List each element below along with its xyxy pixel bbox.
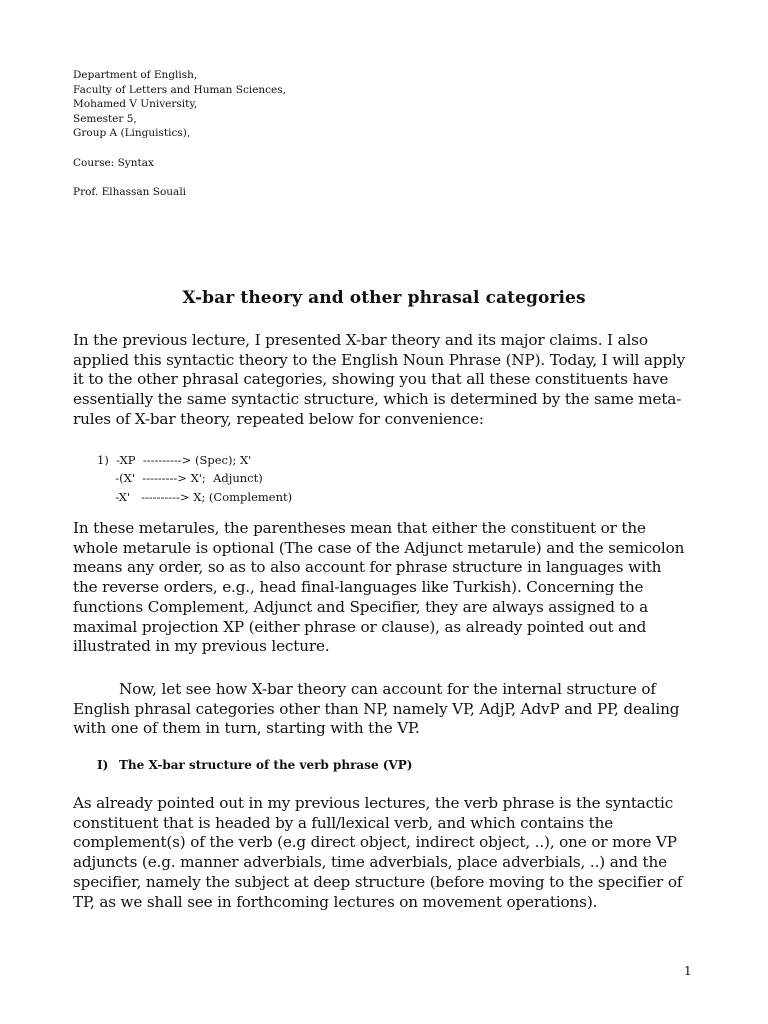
document-header — [73, 68, 286, 199]
metarule-line: -X' ----------> X; (Complement) — [97, 489, 293, 504]
page-number: 1 — [684, 964, 692, 978]
paragraph-line: complement(s) of the verb (e.g direct object, indirect object, ..), one or more VP — [73, 833, 677, 852]
header-spacer — [73, 141, 286, 156]
section-number: I) — [97, 758, 109, 772]
metarule-line: -(X' ---------> X'; Adjunct) — [97, 471, 263, 486]
paragraph-line: with one of them in turn, starting with the VP. — [73, 719, 420, 738]
header-university: Mohamed V University, — [73, 98, 198, 111]
paragraph-line: In the previous lecture, I presented X-bar theory and its major claims. I also — [73, 331, 648, 349]
paragraph-line: essentially the same syntactic structure, which is determined by the same meta- — [73, 390, 682, 409]
paragraph-line: adjuncts (e.g. manner adverbials, time adverbials, place adverbials, ..) and the — [73, 853, 667, 872]
section-heading — [97, 758, 412, 772]
paragraph-line: functions Complement, Adjunct and Specifier, they are always assigned to a — [73, 597, 648, 616]
paragraph-line: whole metarule is optional (The case of the Adjunct metarule) and the semicolon — [73, 538, 685, 557]
paragraph-line: it to the other phrasal categories, showing you that all these constituents have — [73, 370, 669, 389]
paragraph-line: constituent that is headed by a full/lexical verb, and which contains the — [73, 813, 614, 832]
paragraph-line: English phrasal categories other than NP, namely VP, AdjP, AdvP and PP, dealing — [73, 699, 680, 718]
metarules-list — [97, 451, 292, 506]
metarule-line: 1) -XP ----------> (Spec); X' — [97, 453, 252, 467]
header-professor: Prof. Elhassan Souali — [73, 185, 187, 198]
paragraph-line: Now, let see how X-bar theory can account for the internal structure of — [119, 680, 656, 698]
paragraph-line: applied this syntactic theory to the English Noun Phrase (NP). Today, I will apply — [73, 350, 686, 369]
paragraph-line: rules of X-bar theory, repeated below for convenience: — [73, 409, 484, 428]
paragraph-line: As already pointed out in my previous lectures, the verb phrase is the syntactic — [73, 794, 674, 812]
paragraph-line: TP, as we shall see in forthcoming lectures on movement operations). — [73, 892, 598, 911]
header-course: Course: Syntax — [73, 156, 154, 169]
section-title: The X-bar structure of the verb phrase (VP) — [119, 758, 413, 772]
paragraph-line: In these metarules, the parentheses mean that either the constituent or the — [73, 519, 646, 537]
paragraph-transition — [73, 680, 701, 739]
paragraph-line: illustrated in my previous lecture. — [73, 637, 330, 656]
paragraph-line: the reverse orders, e.g., head final-languages like Turkish). Concerning the — [73, 578, 644, 597]
header-department: Department of English, — [73, 69, 198, 81]
paragraph-line: specifier, namely the subject at deep structure (before moving to the specifier of — [73, 872, 683, 891]
header-semester: Semester 5, — [73, 112, 137, 125]
header-group: Group A (Linguistics), — [73, 127, 191, 140]
paragraph-vp-description — [73, 794, 701, 912]
paragraph-metarules-explanation — [73, 519, 701, 657]
paragraph-line: means any order, so as to also account for phrase structure in languages with — [73, 558, 662, 577]
paragraph-intro — [73, 331, 701, 430]
header-faculty: Faculty of Letters and Human Sciences, — [73, 83, 286, 96]
header-spacer — [73, 170, 286, 185]
document-title: X-bar theory and other phrasal categories — [182, 288, 586, 308]
paragraph-line: maximal projection XP (either phrase or clause), as already pointed out and — [73, 617, 647, 636]
